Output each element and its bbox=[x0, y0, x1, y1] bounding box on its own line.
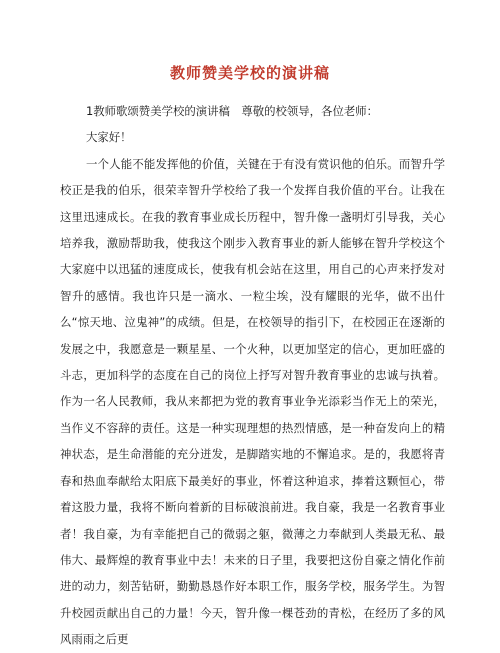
body-paragraph: 一个人能不能发挥他的价值，关键在于有没有赏识他的伯乐。而智升学校正是我的伯乐，很荣幸智升学校给了我一个发挥自我价值的平台。让我在这里迅速成长。在我的教育事业成长历程中，智升像一盏明灯引导我，关心培养我，激励帮助我，使我这个刚步入教育事业的新人能够在智升学校这个大家庭中以迅猛的速度成长，使我有机会站在这里，用自己的心声来抒发对智升的感情。我也许只是一滴水、一粒尘埃，没有耀眼的光华，做不出什么“惊天地、泣鬼神”的成绩。但是，在校领导的指引下，在校园正在逐渐的发展之中，我愿意是一颗星星、一个火种，以更加坚定的信心，更加旺盛的斗志，更加科学的态度在自己的岗位上抒写对智升教育事业的忠诚与执着。作为一名人民教师，我从来都把为党的教育事业争光添彩当作无上的荣光，当作义不容辞的责任。这是一种实现理想的热烈情感，是一种奋发向上的精神状态，是生命潜能的充分迸发，是脚踏实地的不懈追求。是的，我愿将青春和热血奉献给太阳底下最美好的事业，怀着这种追求，捧着这颗恒心，带着这股力量，我将不断向着新的目标破浪前进。我自豪，我是一名教育事业者！我自豪，为有幸能把自己的微弱之躯，微薄之力奉献到人类最无私、最伟大、最辉煌的教育事业中去！未来的日子里，我要把这份自豪之情化作前进的动力，刻苦钻研，勤勤恳恳作好本职工作，服务学校，服务学生。为智升校园贡献出自己的力量！今天，智升像一棵苍劲的青松，在经历了多的风风雨雨之后更 bbox=[60, 156, 445, 647]
document-title: 教师赞美学校的演讲稿 bbox=[169, 64, 330, 82]
document-body bbox=[60, 98, 445, 653]
greeting-line: 大家好！ bbox=[86, 130, 132, 145]
intro-line: 1教师歌颂赞美学校的演讲稿 尊敬的校领导，各位老师： bbox=[86, 104, 379, 118]
